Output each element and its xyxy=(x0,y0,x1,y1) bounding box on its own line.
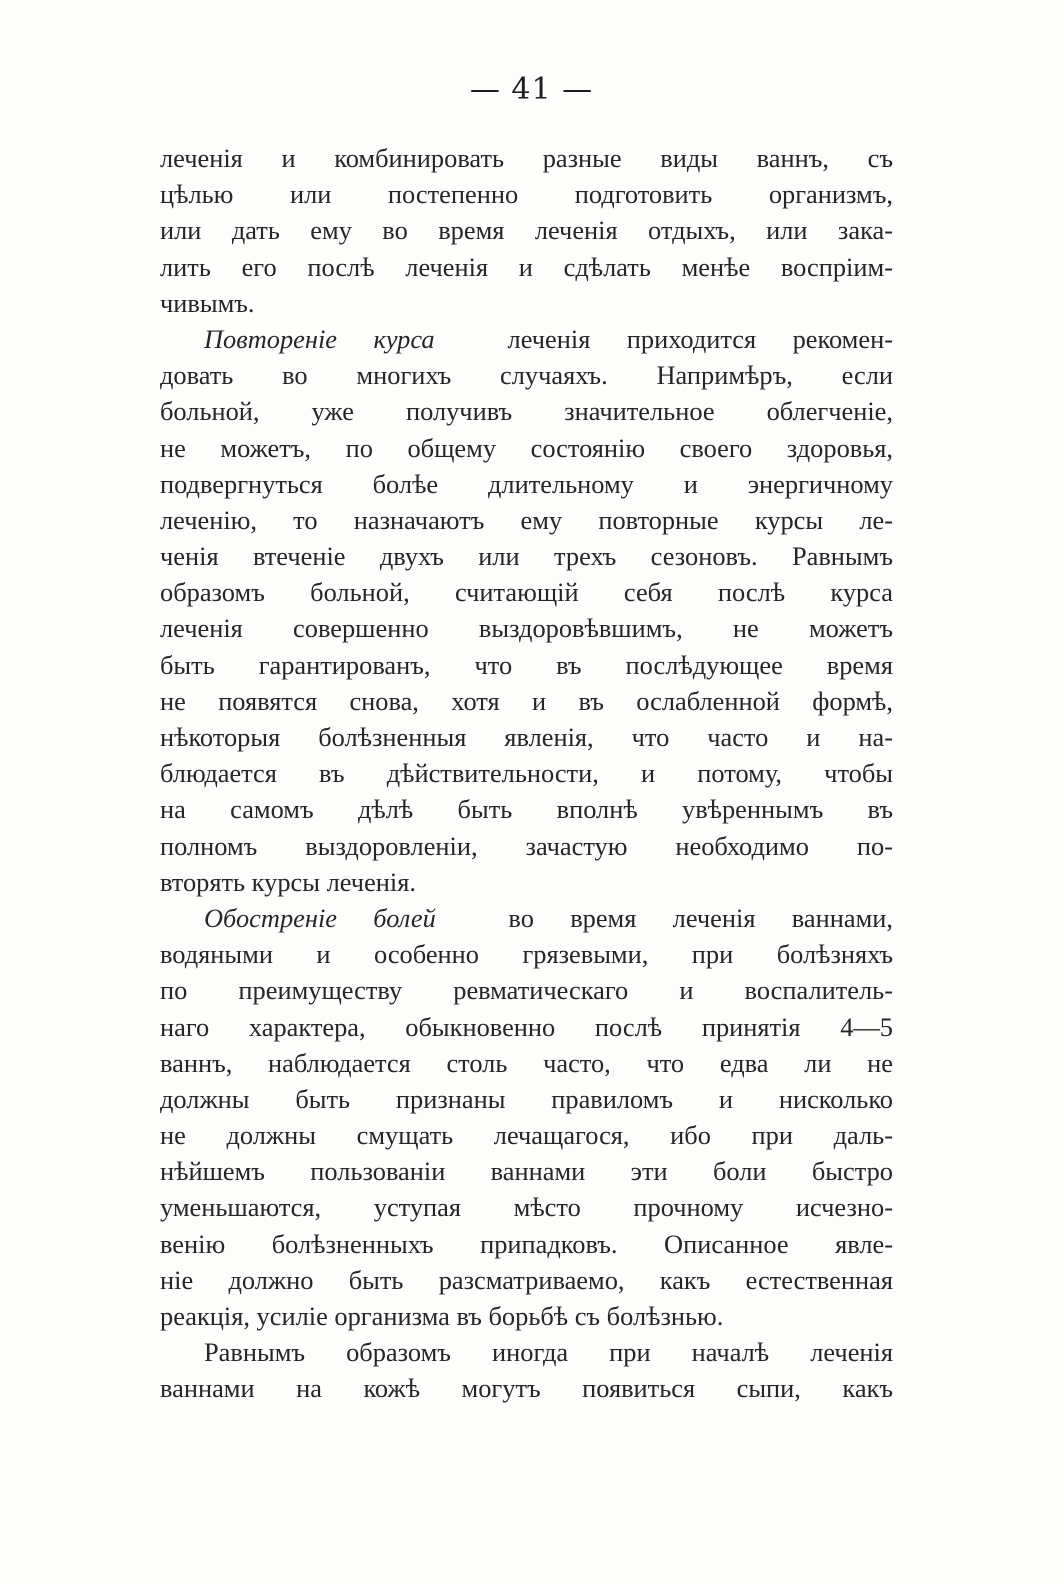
text-line: по преимуществу ревматическаго и воспалитель- xyxy=(160,975,893,1006)
text-line: или дать ему во время леченія отдыхъ, или зака- xyxy=(160,215,893,246)
body-text xyxy=(160,140,893,1407)
paragraph-4 xyxy=(160,1334,893,1406)
text-line: реакція, усиліе организма въ борьбѣ съ болѣзнью. xyxy=(160,1301,724,1331)
text-line: уменьшаются, уступая мѣсто прочному исчезно- xyxy=(160,1192,893,1223)
text-line: блюдается въ дѣйствительности, и потому, чтобы xyxy=(160,758,893,789)
text-line: образомъ больной, считающій себя послѣ курса xyxy=(160,577,893,608)
text-line: нѣйшемъ пользованіи ваннами эти боли быстро xyxy=(160,1156,893,1187)
emphasis-term: Обостреніе болей xyxy=(204,902,436,933)
text-line: не должны смущать лечащагося, ибо при даль- xyxy=(160,1120,893,1151)
text-line: ваннами на кожѣ могутъ появиться сыпи, какъ xyxy=(160,1373,893,1404)
text-line: ченія втеченіе двухъ или трехъ сезоновъ. Равнымъ xyxy=(160,541,893,572)
text-line: вторять курсы леченія. xyxy=(160,866,416,897)
text-fragment: во время леченія ваннами, xyxy=(508,902,893,933)
text-line: больной, уже получивъ значительное облегченіе, xyxy=(160,396,893,427)
text-line: венію болѣзненныхъ припадковъ. Описанное явле- xyxy=(160,1228,893,1259)
text-line: полномъ выздоровленіи, зачастую необходимо по- xyxy=(160,830,893,861)
text-line: не появятся снова, хотя и въ ослабленной формѣ, xyxy=(160,685,893,716)
text-line xyxy=(160,321,893,357)
text-line: довать во многихъ случаяхъ. Напримѣръ, если xyxy=(160,360,893,391)
text-line: чивымъ. xyxy=(160,287,255,318)
text-line xyxy=(160,900,893,936)
text-line: ніе должно быть разсматриваемо, какъ естественная xyxy=(160,1264,893,1295)
paragraph-3 xyxy=(160,900,893,1334)
text-line: леченія совершенно выздоровѣвшимъ, не можетъ xyxy=(160,613,893,644)
page-number: — 41 — xyxy=(469,72,594,107)
text-line: не можетъ, по общему состоянію своего здоровья, xyxy=(160,432,893,463)
text-line: ваннъ, наблюдается столь часто, что едва ли не xyxy=(160,1047,893,1078)
text-line: леченію, то назначаютъ ему повторные курсы ле- xyxy=(160,504,893,535)
paragraph-2 xyxy=(160,321,893,900)
paragraph-1 xyxy=(160,140,893,321)
text-line: быть гарантированъ, что въ послѣдующее время xyxy=(160,649,893,680)
text-line: подвергнуться болѣе длительному и энергичному xyxy=(160,468,893,499)
emphasis-term: Повтореніе курса xyxy=(204,323,435,354)
text-line: лить его послѣ леченія и сдѣлать менѣе воспріим- xyxy=(160,251,893,282)
text-line: цѣлью или постепенно подготовить организмъ, xyxy=(160,179,893,210)
text-line: нѣкоторыя болѣзненныя явленія, что часто и на- xyxy=(160,722,893,752)
text-fragment: леченія приходится рекомен- xyxy=(507,323,893,354)
text-line: Равнымъ образомъ иногда при началѣ леченія xyxy=(204,1337,893,1368)
text-line: должны быть признаны правиломъ и нисколько xyxy=(160,1083,893,1114)
text-line: водяными и особенно грязевыми, при болѣзняхъ xyxy=(160,939,893,970)
text-line: наго характера, обыкновенно послѣ принятія 4—5 xyxy=(160,1011,893,1042)
text-line: леченія и комбинировать разные виды ваннъ, съ xyxy=(160,143,893,173)
text-line: на самомъ дѣлѣ быть вполнѣ увѣреннымъ въ xyxy=(160,794,893,825)
